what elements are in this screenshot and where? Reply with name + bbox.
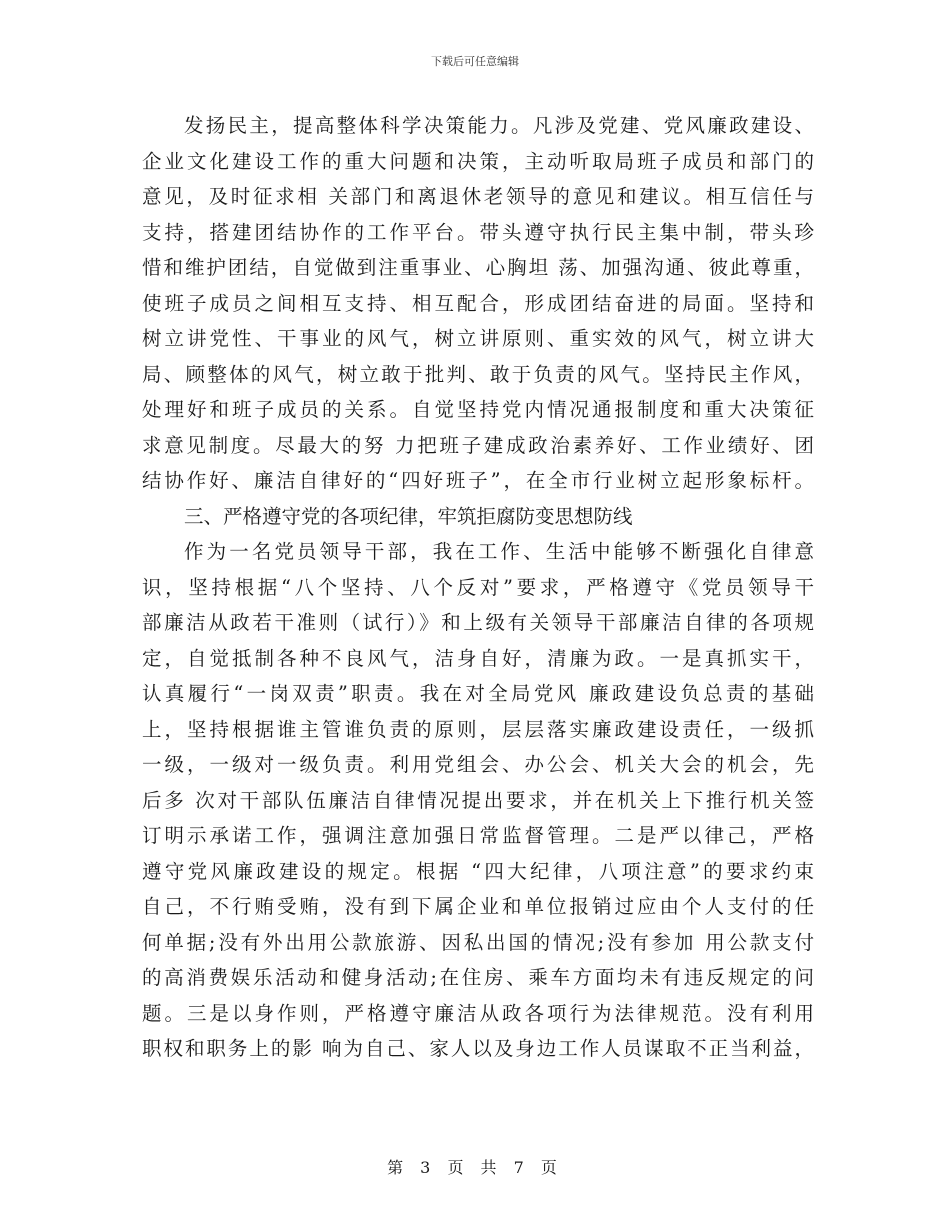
text-line: 使班子成员之间相互支持、相互配合，形成团结奋进的局面。坚持和	[142, 291, 814, 315]
text-line: 局、顾整体的风气，树立敢于批判、敢于负责的风气。坚持民主作风，	[142, 362, 814, 386]
document-body	[142, 108, 814, 1067]
text-line: 意见，及时征求相 关部门和离退休老领导的意见和建议。相互信任与	[142, 185, 814, 208]
text-line: 一级，一级对一级负责。利用党组会、办公会、机关大会的机会，先	[142, 753, 814, 776]
text-line: 自己，不行贿受贿，没有到下属企业和单位报销过应由个人支付的任	[142, 895, 814, 918]
text-line: 求意见制度。尽最大的努 力把班子建成政治素养好、工作业绩好、团	[142, 433, 814, 457]
text-line: 的高消费娱乐活动和健身活动;在住房、乘车方面均未有违反规定的问	[142, 966, 814, 989]
text-line: 部廉洁从政若干准则（试行）》和上级有关领导干部廉洁自律的各项规	[142, 611, 814, 634]
text-line: 支持，搭建团结协作的工作平台。带头遵守执行民主集中制，带头珍	[142, 220, 814, 244]
text-line: 认真履行“一岗双责”职责。我在对全局党风 廉政建设负总责的基础	[142, 682, 814, 705]
text-line: 发扬民主，提高整体科学决策能力。凡涉及党建、党风廉政建设、	[184, 114, 814, 137]
text-line: 处理好和班子成员的关系。自觉坚持党内情况通报制度和重大决策征	[142, 398, 814, 421]
text-line: 结协作好、廉洁自律好的“四好班子”，在全市行业树立起形象标杆。	[142, 469, 814, 492]
text-line: 作为一名党员领导干部，我在工作、生活中能够不断强化自律意	[184, 540, 814, 563]
text-line: 上，坚持根据谁主管谁负责的原则，层层落实廉政建设责任，一级抓	[142, 717, 814, 741]
page-number: 第 3 页 共 7 页	[387, 1158, 563, 1177]
text-line: 树立讲党性、干事业的风气，树立讲原则、重实效的风气，树立讲大	[142, 327, 814, 350]
text-line: 职权和职务上的影 响为自己、家人以及身边工作人员谋取不正当利益，	[142, 1037, 814, 1060]
text-line: 后多 次对干部队伍廉洁自律情况提出要求，并在机关上下推行机关签	[142, 788, 814, 812]
text-line: 惜和维护团结，自觉做到注重事业、心胸坦 荡、加强沟通、彼此尊重，	[142, 256, 814, 279]
text-line: 何单据;没有外出用公款旅游、因私出国的情况;没有参加 用公款支付	[142, 930, 814, 954]
text-line: 遵守党风廉政建设的规定。根据 “四大纪律，八项注意”的要求约束	[142, 859, 814, 883]
text-line: 题。三是以身作则，严格遵守廉洁从政各项行为法律规范。没有利用	[142, 1001, 814, 1025]
text-line: 识，坚持根据“八个坚持、八个反对”要求，严格遵守《党员领导干	[142, 575, 814, 599]
page-header-note: 下载后可任意编辑	[431, 55, 519, 68]
text-line: 企业文化建设工作的重大问题和决策，主动听取局班子成员和部门的	[142, 149, 814, 173]
section-heading: 三、严格遵守党的各项纪律，牢筑拒腐防变思想防线	[184, 504, 633, 528]
text-line: 订明示承诺工作，强调注意加强日常监督管理。二是严以律己，严格	[142, 824, 814, 847]
text-line: 定，自觉抵制各种不良风气，洁身自好，清廉为政。一是真抓实干，	[142, 646, 814, 670]
